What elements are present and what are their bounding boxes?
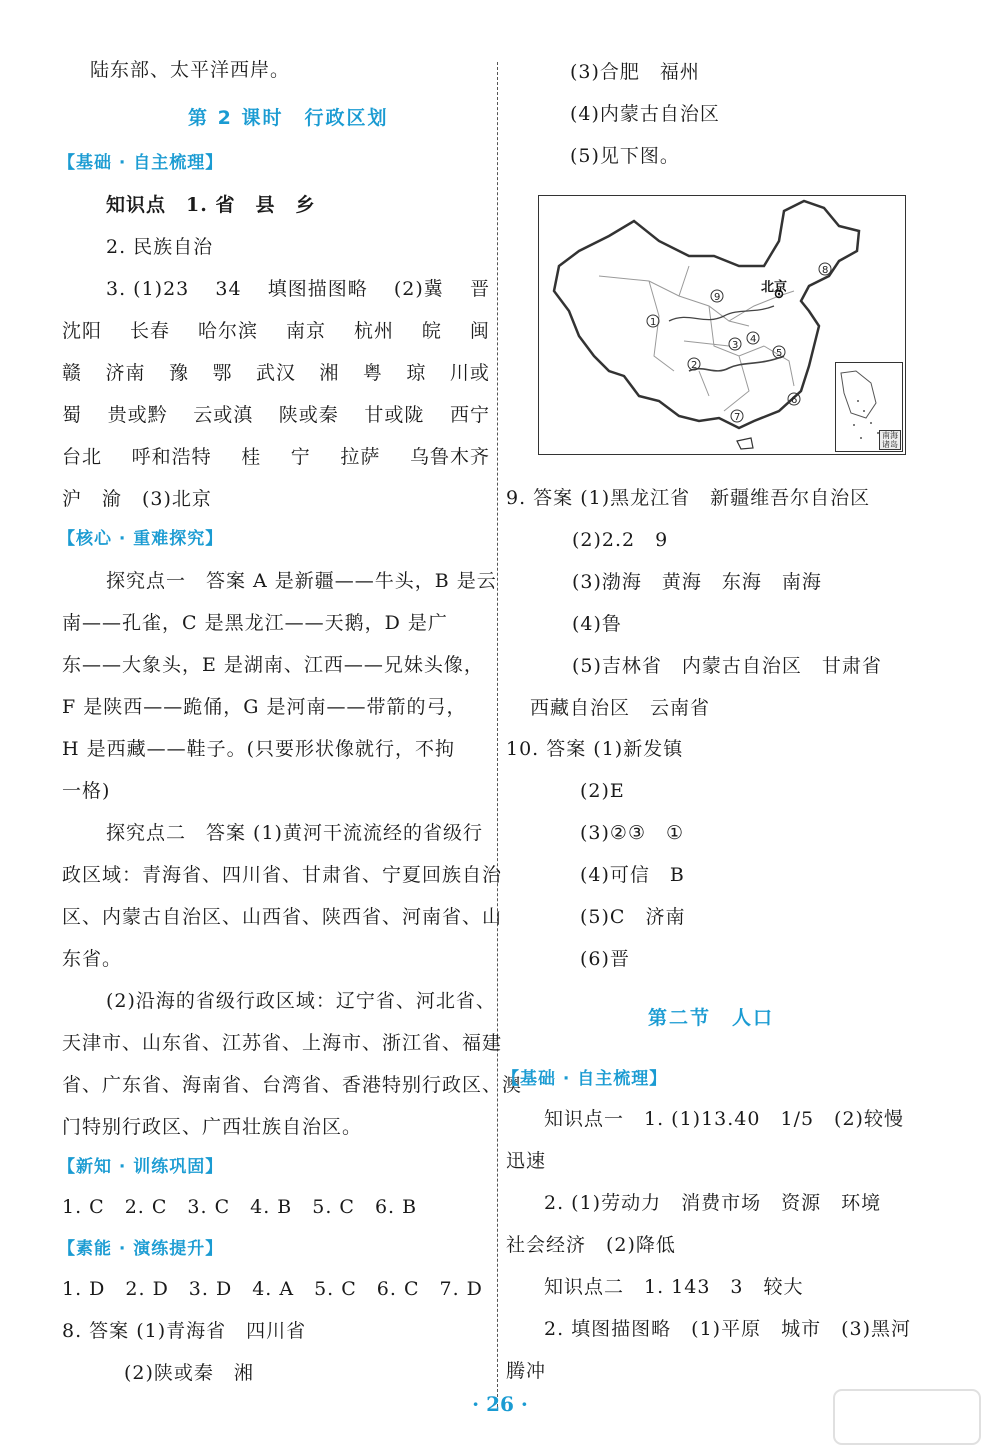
text-line: 南——孔雀，C 是黑龙江——天鹅，D 是广: [62, 612, 448, 634]
text-token: 拉萨: [340, 446, 381, 468]
text-token: 晋: [469, 278, 490, 300]
text-line: (2)陕或秦 湘: [124, 1362, 254, 1384]
text-line: 西藏自治区 云南省: [530, 697, 711, 719]
south-sea-inset: [835, 362, 903, 452]
text-token: 哈尔滨: [197, 320, 258, 342]
text-line: (4)可信 B: [580, 864, 685, 886]
text-line: (4)鲁: [572, 613, 622, 635]
section-header: 【基础 · 自主梳理】: [58, 153, 224, 173]
text-token: 乌鲁木齐: [409, 446, 490, 468]
text-line: 门特别行政区、广西壮族自治区。: [62, 1116, 363, 1138]
svg-text:9: 9: [714, 292, 721, 303]
text-line: (5)见下图。: [570, 145, 680, 167]
answer-line: 1. D 2. D 3. D 4. A 5. C 6. C 7. D: [62, 1278, 483, 1300]
text-line: (2)E: [580, 780, 625, 802]
text-line: H 是西藏——鞋子。(只要形状像就行，不拘: [62, 738, 456, 760]
svg-text:1: 1: [650, 317, 657, 328]
lesson-title: 第 2 课时 行政区划: [188, 107, 389, 129]
text-line: (3)渤海 黄海 东海 南海: [572, 571, 822, 593]
text-line: (2)2.2 9: [572, 529, 669, 551]
text-token: 34: [215, 278, 242, 300]
text-token: 云或滇: [193, 404, 254, 426]
text-token: 沈阳: [62, 320, 103, 342]
text-line: F 是陕西——跪俑，G 是河南——带箭的弓，: [62, 696, 467, 718]
text-line: 区、内蒙古自治区、山西省、陕西省、河南省、山: [62, 906, 503, 928]
text-token: 宁: [290, 446, 311, 468]
text-line: 东省。: [62, 948, 123, 970]
column-divider: [497, 62, 498, 1407]
svg-text:4: 4: [750, 334, 757, 345]
text-token: 皖: [421, 320, 442, 342]
text-token: 3. (1)23: [106, 278, 190, 300]
section-title: 第二节 人口: [648, 1007, 775, 1029]
text-token: 武汉: [255, 362, 296, 384]
text-token: 陕或秦: [278, 404, 339, 426]
watermark-graphic: [832, 1388, 982, 1446]
section-header: 【基础 · 自主梳理】: [502, 1069, 668, 1089]
text-line-justified: [106, 277, 490, 301]
text-token: 川或: [449, 362, 490, 384]
text-line: (5)C 济南: [580, 906, 686, 928]
text-token: 湘: [319, 362, 340, 384]
svg-text:3: 3: [732, 340, 739, 351]
text-line: (6)晋: [580, 948, 630, 970]
text-line: 2. 民族自治: [106, 236, 214, 258]
section-header: 【素能 · 演练提升】: [58, 1239, 224, 1259]
svg-text:7: 7: [734, 412, 741, 423]
text-token: 琼: [406, 362, 427, 384]
text-token: 桂: [241, 446, 262, 468]
text-line: 8. 答案 (1)青海省 四川省: [62, 1320, 307, 1342]
text-line: 沪 渝 (3)北京: [62, 488, 212, 510]
text-token: 杭州: [353, 320, 394, 342]
text-line: 东——大象头，E 是湖南、江西——兄妹头像，: [62, 654, 484, 676]
text-token: 填图描图略: [267, 278, 368, 300]
text-line: 知识点一 1. (1)13.40 1/5 (2)较慢: [544, 1108, 904, 1130]
text-line: 政区域：青海省、四川省、甘肃省、宁夏回族自治: [62, 864, 503, 886]
svg-text:5: 5: [776, 348, 783, 359]
text-token: 呼和浩特: [131, 446, 212, 468]
text-line: (3)②③ ①: [580, 822, 685, 844]
text-line: (5)吉林省 内蒙古自治区 甘肃省: [572, 655, 882, 677]
knowledge-point-1: [106, 193, 315, 217]
text-token: 闽: [469, 320, 490, 342]
text-token: 南京: [285, 320, 326, 342]
text-line: 天津市、山东省、江苏省、上海市、浙江省、福建: [62, 1032, 503, 1054]
svg-text:8: 8: [822, 265, 829, 276]
svg-text:2: 2: [691, 360, 698, 371]
text-line: 2. 填图描图略 (1)平原 城市 (3)黑河: [544, 1318, 911, 1340]
text-token: 豫: [168, 362, 189, 384]
text-line: 9. 答案 (1)黑龙江省 新疆维吾尔自治区: [506, 487, 871, 509]
map-label-beijing: 北京: [761, 280, 788, 295]
text-line: 探究点一 答案 A 是新疆——牛头，B 是云: [106, 570, 497, 592]
inset-label: 南海诸岛: [879, 430, 901, 450]
text-token: (2)冀: [393, 278, 444, 300]
text-token: 甘或陇: [364, 404, 425, 426]
text-line: 社会经济 (2)降低: [506, 1234, 676, 1256]
text-line: (3)合肥 福州: [570, 61, 700, 83]
text-token: 赣: [62, 362, 83, 384]
text-token: 西宁: [449, 404, 490, 426]
text-line-justified: [62, 319, 490, 343]
text-line: 2. (1)劳动力 消费市场 资源 环境: [544, 1192, 882, 1214]
text-token: 长春: [129, 320, 170, 342]
text-line: 10. 答案 (1)新发镇: [506, 738, 684, 760]
china-map-figure: [538, 195, 906, 455]
text-line-justified: [62, 445, 490, 469]
text-line: 一格): [62, 780, 111, 802]
text-line: 陆东部、太平洋西岸。: [90, 59, 291, 81]
svg-text:6: 6: [791, 395, 798, 406]
text-token: 粤: [362, 362, 383, 384]
text-line: (2)沿海的省级行政区域：辽宁省、河北省、: [106, 990, 496, 1012]
text-line-justified: [62, 403, 490, 427]
text-line: 省、广东省、海南省、台湾省、香港特别行政区、澳: [62, 1074, 523, 1096]
text-line: 探究点二 答案 (1)黄河干流流经的省级行: [106, 822, 483, 844]
text-token: 贵或黔: [107, 404, 168, 426]
page-number: · 26 ·: [472, 1392, 528, 1416]
text-line: (4)内蒙古自治区: [570, 103, 720, 125]
watermark-logo: [832, 1388, 982, 1446]
text-token: 鄂: [212, 362, 233, 384]
text-line-justified: [62, 361, 490, 385]
section-header: 【核心 · 重难探究】: [58, 529, 224, 549]
text-token: 台北: [62, 446, 103, 468]
text-line: 迅速: [506, 1150, 547, 1172]
text-token: 蜀: [62, 404, 83, 426]
text-line: 知识点二 1. 143 3 较大: [544, 1276, 804, 1298]
text-line: 腾冲: [506, 1360, 547, 1382]
section-header: 【新知 · 训练巩固】: [58, 1157, 224, 1177]
text-token: 济南: [105, 362, 146, 384]
answer-line: 1. C 2. C 3. C 4. B 5. C 6. B: [62, 1196, 418, 1218]
text-line: 知识点 1. 省 县 乡: [106, 194, 316, 216]
